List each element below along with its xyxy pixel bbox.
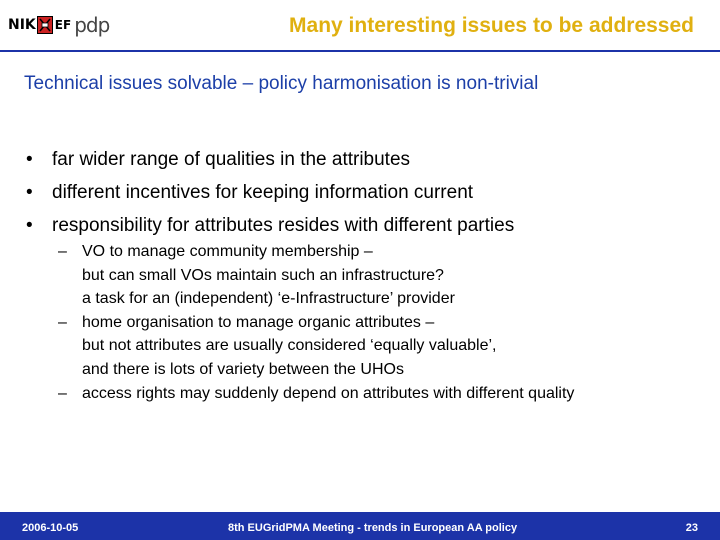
bullet-item: • different incentives for keeping information current [24, 176, 514, 209]
logo-text-ef: EF [54, 18, 72, 32]
footer-date: 2006-10-05 [22, 522, 79, 534]
sub-bullet-line: but not attributes are usually considered ‘equally valuable’, [82, 337, 497, 355]
slide-subtitle: Technical issues solvable – policy harmonisation is non-trivial [24, 73, 539, 94]
sub-bullet-line: – access rights may suddenly depend on attributes with different quality [82, 384, 575, 402]
bullet-item: • responsibility for attributes resides with different parties [24, 209, 514, 242]
bullet-item: • far wider range of qualities in the attributes [24, 143, 514, 176]
footer-meeting-title: 8th EUGridPMA Meeting - trends in European AA policy [228, 522, 518, 534]
sub-bullet-item [58, 311, 574, 382]
slide-title: Many interesting issues to be addressed [289, 14, 694, 37]
logo-text-nik: NIK [8, 17, 36, 33]
sub-bullet-line: – VO to manage community membership – [82, 243, 373, 260]
title-divider [0, 50, 720, 52]
footer-bar [0, 512, 720, 540]
sub-bullet-line: and there is lots of variety between the UHOs [82, 360, 404, 378]
logo-text-pdp: pdp [74, 13, 110, 37]
sub-bullet-item [58, 240, 574, 311]
sub-bullet-item [58, 382, 574, 406]
main-bullet-list [24, 143, 514, 242]
logo-h-emblem-icon [37, 16, 53, 34]
sub-bullet-list [58, 240, 574, 405]
sub-bullet-line: – home organisation to manage organic attributes – [82, 313, 435, 331]
sub-bullet-line: but can small VOs maintain such an infrastructure? [82, 266, 444, 284]
sub-bullet-line: a task for an (independent) ‘e-Infrastructure’ provider [82, 290, 455, 308]
nikhef-pdp-logo [8, 10, 109, 40]
footer-page-number: 23 [685, 522, 698, 534]
